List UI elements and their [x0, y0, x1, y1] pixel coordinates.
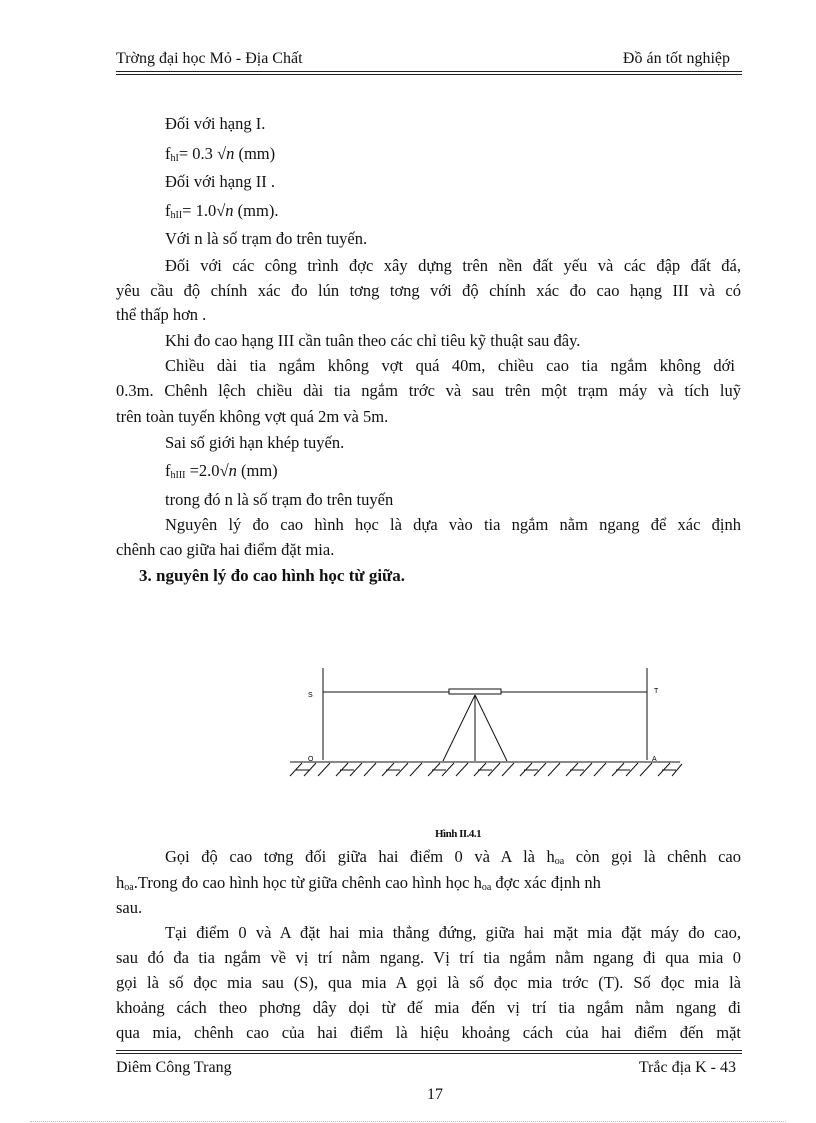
footer-course: Trắc địa K - 43 [638, 1059, 736, 1076]
sqrt-symbol: √n [217, 144, 235, 163]
header-rule-bottom [116, 74, 742, 75]
text-line: Đối với hạng I. [165, 114, 266, 133]
footer-author: Diêm Công Trang [116, 1059, 232, 1076]
sqrt-symbol: √n [219, 461, 237, 480]
paragraph-line: $h_{oa}.Trong$ đo cao hình học từ giữa chênh cao hình học $h_{oa}$ đợc xác định nh [116, 873, 601, 893]
formula-hII: $f_{hII}= 1.0√n$ (mm). [165, 201, 279, 221]
figure-caption: Hình II.4.1 [435, 828, 482, 840]
paragraph-line: Chiều dài tia ngắm không vợt quá 40m, chiều cao tia ngắm không dới [165, 356, 735, 375]
paragraph-line: yêu cầu độ chính xác đo lún tơng tơng với độ chính xác đo cao hạng III và có [116, 281, 741, 300]
paragraph-line: chênh cao giữa hai điểm đặt mia. [116, 540, 335, 559]
level-instrument [449, 689, 501, 694]
text-line: trong đó n là số trạm đo trên tuyến [165, 490, 394, 509]
page-number: 17 [427, 1086, 443, 1103]
paragraph-line: 0.3m. Chênh lệch chiều dài tia ngắm trớc và sau trên một trạm máy và tích luỹ [116, 381, 741, 400]
sqrt-symbol: √n [216, 201, 234, 220]
formula-hIII: $f_{hIII} =2.0√n$ (mm) [165, 461, 278, 481]
text-line: Đối với hạng II . [165, 172, 275, 191]
paragraph-line: Gọi độ cao tơng đối giữa hai điểm 0 và A là $h_{oa}$ còn gọi là chênh cao [165, 847, 741, 867]
header-title: Đồ án tốt nghiệp [622, 50, 730, 67]
label-t: T [654, 688, 659, 695]
header-rule-top [116, 71, 742, 72]
text-line: Với n là số trạm đo trên tuyến. [165, 229, 368, 248]
header-school: Trờng đại học Mỏ - Địa Chất [116, 50, 303, 67]
paragraph-line: khoảng cách theo phơng dây dọi từ đế mia đến vị trí tia ngắm nằm ngang đi [116, 998, 741, 1017]
label-s: S [308, 692, 313, 699]
text-line: Sai số giới hạn khép tuyến. [165, 433, 345, 452]
label-a: A [652, 756, 657, 763]
paragraph-line: sau. [116, 898, 143, 917]
section-heading: 3. nguyên lý đo cao hình học từ giữa. [139, 566, 406, 585]
paragraph-line: qua mia, chênh cao của hai điểm là hiệu khoảng cách của hai điểm đến mặt [116, 1023, 741, 1042]
paragraph-line: thể thấp hơn . [116, 305, 207, 324]
leveling-diagram [280, 660, 690, 785]
ground-hatching [290, 763, 682, 776]
page-bottom-divider [30, 1121, 786, 1122]
paragraph-line: Tại điểm 0 và A đặt hai mia thẳng đứng, giữa hai mặt mia đặt máy đo cao, [165, 923, 741, 942]
footer-rule-top [116, 1050, 742, 1051]
footer-rule-bottom [116, 1053, 742, 1054]
paragraph-line: trên toàn tuyến không vợt quá 2m và 5m. [116, 407, 389, 426]
paragraph-line: sau đó đa tia ngắm về vị trí nằm ngang. Vị trí tia ngắm nằm ngang đi qua mia 0 [116, 948, 741, 967]
text-line: Khi đo cao hạng III cần tuân theo các chỉ tiêu kỹ thuật sau đây. [165, 331, 581, 350]
tripod-leg [443, 695, 475, 761]
tripod-leg [475, 695, 507, 761]
paragraph-line: Nguyên lý đo cao hình học là dựa vào tia ngắm nằm ngang để xác định [165, 515, 741, 534]
paragraph-line: gọi là số đọc mia sau (S), qua mia A gọi là số đọc mia trớc (T). Số đọc mia là [116, 973, 741, 992]
label-o: O [308, 756, 314, 763]
formula-hI: $f_{hI}= 0.3$ √n (mm) [165, 144, 276, 164]
paragraph-line: Đối với các công trình đợc xây dựng trên nền đất yếu và các đập đất đá, [165, 256, 741, 275]
